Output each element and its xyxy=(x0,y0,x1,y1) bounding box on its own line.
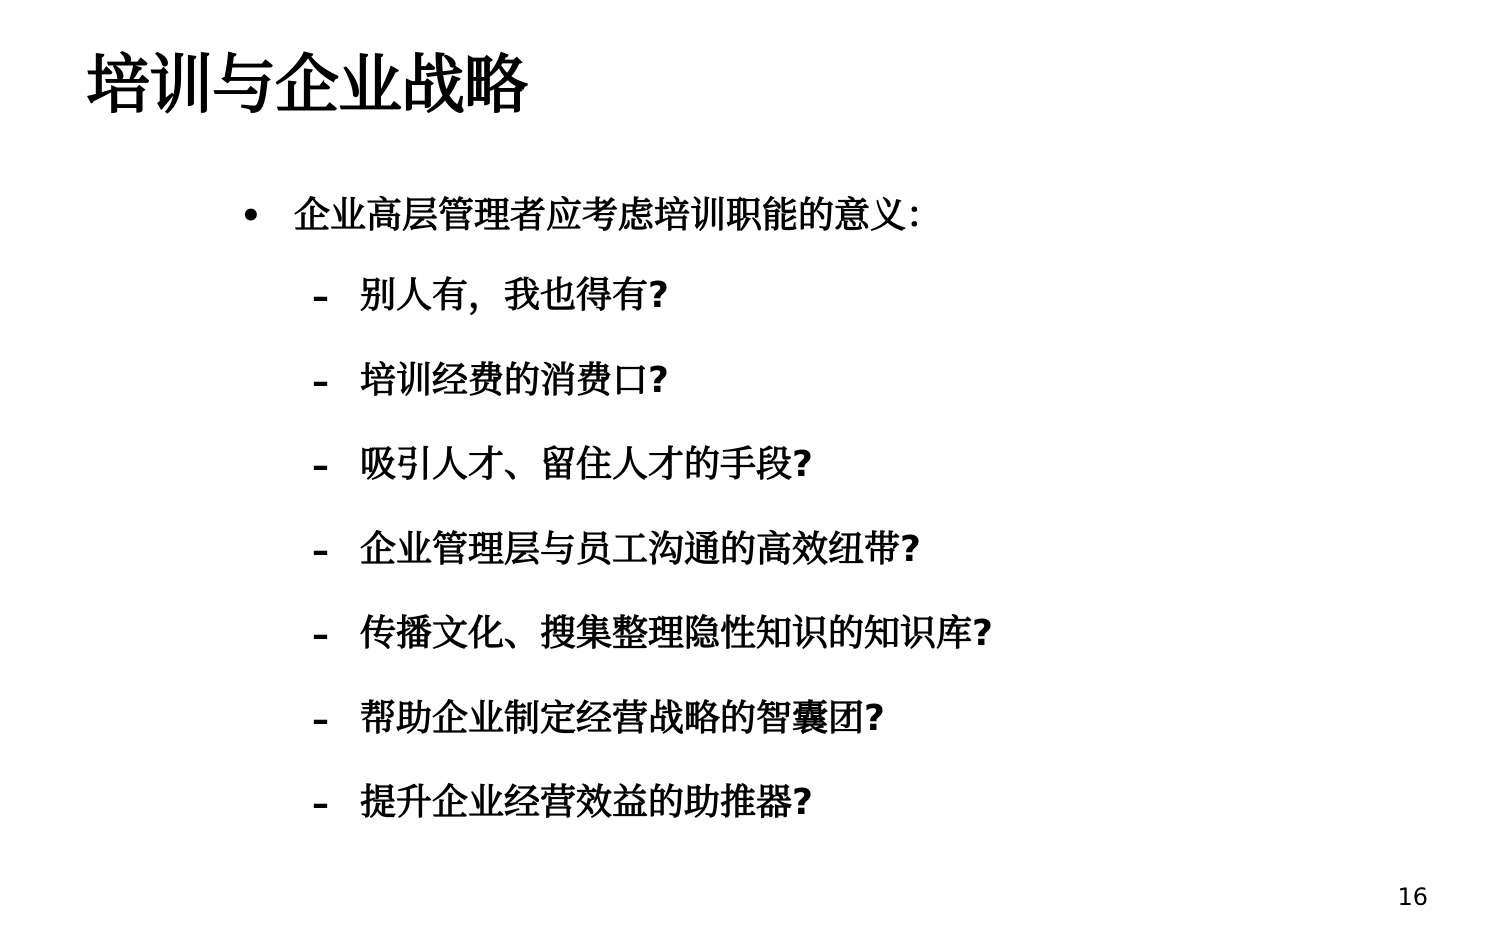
page-number: 16 xyxy=(1397,883,1428,911)
dash-marker: – xyxy=(312,530,329,571)
sub-bullet-text: 培训经费的消费口? xyxy=(360,359,669,401)
main-bullet xyxy=(236,190,942,242)
sub-bullet-item xyxy=(312,276,993,361)
dash-marker: – xyxy=(312,615,329,655)
sub-bullet-item xyxy=(312,361,993,446)
sub-bullet-item xyxy=(312,445,993,530)
dash-marker: – xyxy=(312,699,329,740)
sub-bullet-item xyxy=(312,783,993,868)
sub-bullet-text: 传播文化、搜集整理隐性知识的知识库? xyxy=(360,613,993,654)
sub-bullet-text: 企业管理层与员工沟通的高效纽带? xyxy=(360,528,921,570)
sub-bullet-item xyxy=(312,699,993,784)
sub-bullet-item xyxy=(312,614,993,699)
sub-bullet-list xyxy=(312,276,993,868)
dash-marker: – xyxy=(312,361,329,402)
dash-marker: – xyxy=(312,446,329,486)
bullet-marker: • xyxy=(240,196,262,236)
main-bullet-text: 企业高层管理者应考虑培训职能的意义： xyxy=(294,195,943,236)
sub-bullet-text: 帮助企业制定经营战略的智囊团? xyxy=(360,697,885,739)
sub-bullet-item xyxy=(312,530,993,615)
dash-marker: – xyxy=(312,277,329,317)
sub-bullet-text: 别人有，我也得有? xyxy=(360,275,669,316)
slide-title: 培训与企业战略 xyxy=(86,49,527,123)
sub-bullet-text: 吸引人才、留住人才的手段? xyxy=(360,444,813,485)
sub-bullet-text: 提升企业经营效益的助推器? xyxy=(360,782,813,823)
dash-marker: – xyxy=(312,784,329,824)
